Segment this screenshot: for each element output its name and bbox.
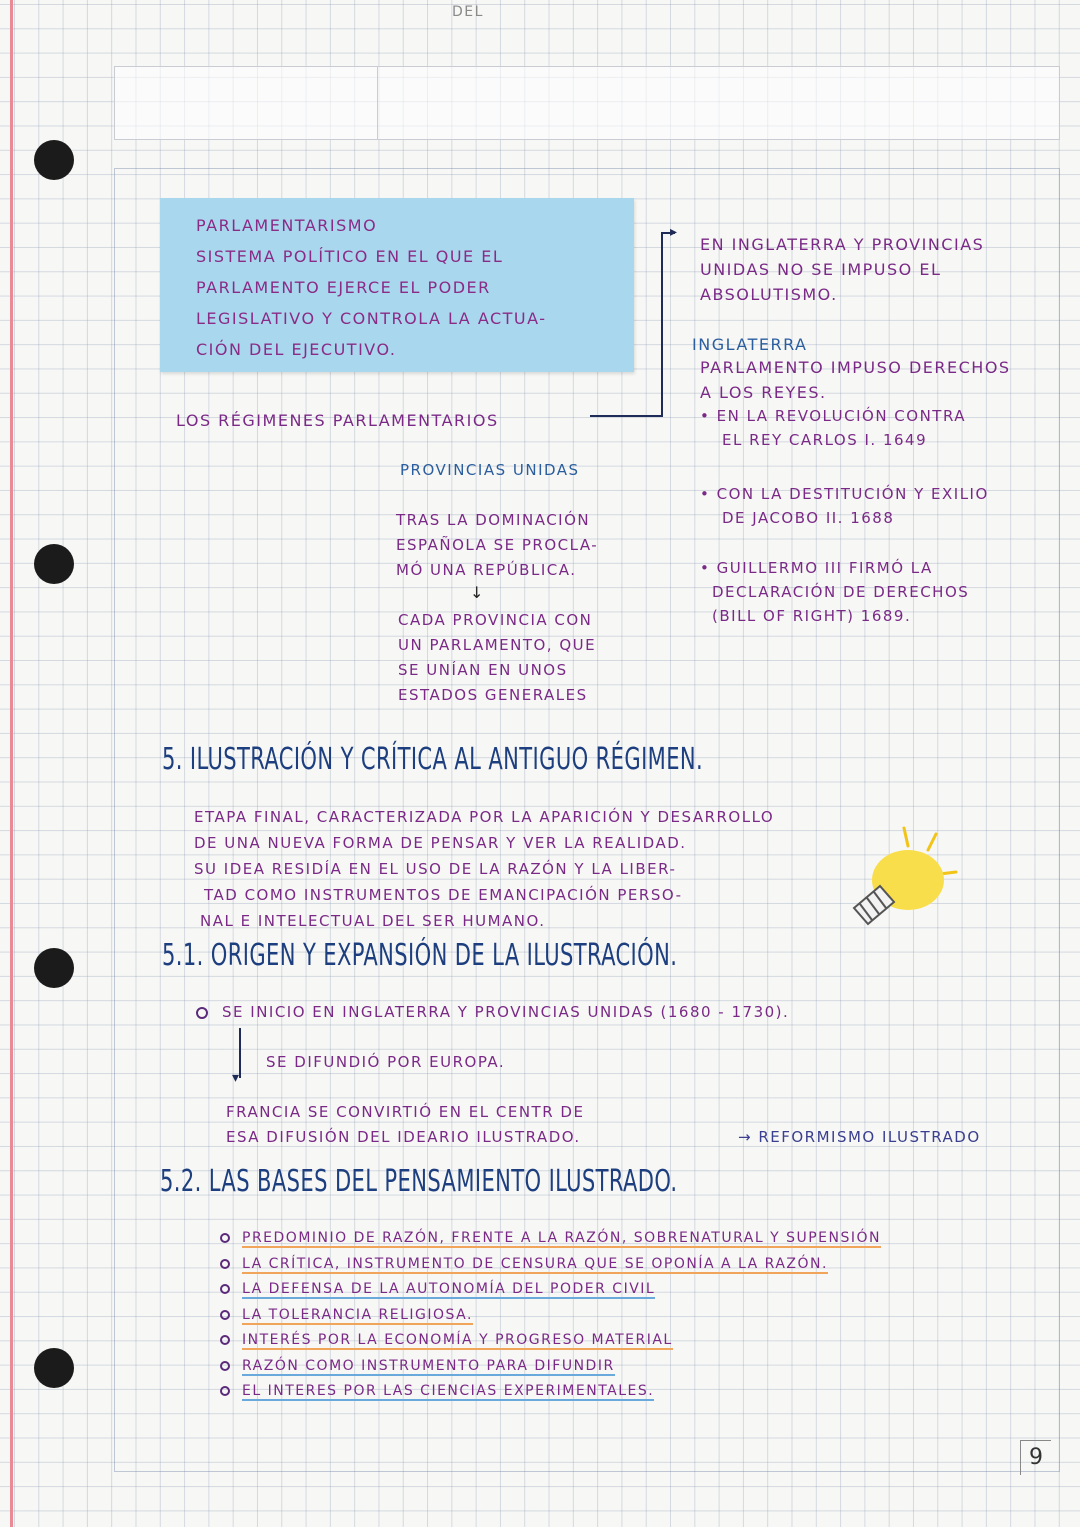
header-divider <box>377 67 378 139</box>
provincias-line: MÓ UNA REPÚBLICA. <box>396 561 577 579</box>
list-item <box>220 1226 881 1252</box>
inglaterra-title: INGLATERRA <box>692 335 808 354</box>
bullet-icon <box>196 1007 208 1019</box>
provincias-line: SE UNÍAN EN UNOS <box>398 661 568 679</box>
section-5-text <box>194 804 774 934</box>
list-item <box>220 1303 881 1329</box>
bullet-icon <box>220 1310 230 1320</box>
section-51-bullet <box>196 1000 789 1025</box>
header-box <box>114 66 1060 140</box>
provincias-line: UN PARLAMENTO, QUE <box>398 636 597 654</box>
francia-line: FRANCIA SE CONVIRTIÓ EN EL CENTR DE <box>226 1103 585 1121</box>
arrow-head-icon: ▸ <box>670 224 678 240</box>
list-item-text: LA TOLERANCIA RELIGIOSA. <box>242 1306 473 1323</box>
provincias-text-a <box>396 508 598 583</box>
list-item-text: EL INTERES POR LAS CIENCIAS EXPERIMENTALES. <box>242 1383 655 1399</box>
section-51-difundio: SE DIFUNDIÓ POR EUROPA. <box>266 1053 506 1071</box>
section-51-bullet-text: SE INICIO EN INGLATERRA Y PROVINCIAS UNIDAS (1680 - 1730). <box>222 1003 790 1021</box>
bullet-icon <box>220 1386 230 1396</box>
sticky-line: CIÓN DEL EJECUTIVO. <box>196 340 397 359</box>
list-item <box>220 1252 881 1278</box>
reformismo-label: → REFORMISMO ILUSTRADO <box>738 1128 981 1146</box>
down-arrow-icon: ▾ <box>232 1070 240 1086</box>
section-5-line: SU IDEA RESIDÍA EN EL USO DE LA RAZÓN Y LA LIBER- <box>194 860 677 878</box>
connector-horizontal <box>590 415 662 417</box>
section-5-line: NAL E INTELECTUAL DEL SER HUMANO. <box>200 912 546 930</box>
binder-hole <box>34 1348 74 1388</box>
lightbulb-icon <box>832 820 972 940</box>
bullet-line: DE JACOBO II. 1688 <box>722 509 895 527</box>
bullet-line: (BILL OF RIGHT) 1689. <box>712 607 912 625</box>
sticky-line: LEGISLATIVO Y CONTROLA LA ACTUA- <box>196 309 547 328</box>
page-number: 9 <box>1020 1440 1051 1475</box>
sticky-line: PARLAMENTARISMO <box>196 216 378 235</box>
list-item <box>220 1379 881 1405</box>
list-item-text: INTERÉS POR LA ECONOMÍA Y PROGRESO MATERIAL <box>242 1332 673 1348</box>
provincias-line: TRAS LA DOMINACIÓN <box>396 511 591 529</box>
bullet-icon <box>220 1284 230 1294</box>
provincias-line: CADA PROVINCIA CON <box>398 611 593 629</box>
inglaterra-bullet-3: • GUILLERMO III FIRMÓ LA DECLARACIÓN DE DERECHOS (BILL OF RIGHT) 1689. <box>700 556 969 628</box>
header-stamp: DEL <box>452 4 484 20</box>
section-52-list <box>220 1226 881 1405</box>
binder-hole <box>34 948 74 988</box>
inglaterra-line: A LOS REYES. <box>700 383 827 402</box>
connector-vertical <box>661 232 663 417</box>
bullet-icon <box>220 1361 230 1371</box>
bullet-line: CON LA DESTITUCIÓN Y EXILIO <box>716 485 989 503</box>
francia-line: ESA DIFUSIÓN DEL IDEARIO ILUSTRADO. <box>226 1128 581 1146</box>
inglaterra-text <box>700 355 1011 405</box>
sticky-line: SISTEMA POLÍTICO EN EL QUE EL <box>196 247 504 266</box>
section-5-line: ETAPA FINAL, CARACTERIZADA POR LA APARICIÓN Y DESARROLLO <box>194 808 775 826</box>
sticky-note-text <box>196 210 547 365</box>
bullet-line: EN LA REVOLUCIÓN CONTRA <box>716 407 967 425</box>
intro-line: EN INGLATERRA Y PROVINCIAS <box>700 235 985 254</box>
list-item-text: LA CRÍTICA, INSTRUMENTO DE CENSURA QUE SE OPONÍA A LA RAZÓN. <box>242 1255 828 1272</box>
list-item-text: RAZÓN COMO INSTRUMENTO PARA DIFUNDIR <box>242 1357 615 1374</box>
list-item-text: LA DEFENSA DE LA AUTONOMÍA DEL PODER CIVIL <box>242 1281 656 1297</box>
provincias-text-b <box>398 608 596 708</box>
down-arrow-line <box>239 1028 241 1078</box>
bullet-line: GUILLERMO III FIRMÓ LA <box>716 559 933 577</box>
section-51-title: 5.1. ORIGEN Y EXPANSIÓN DE LA ILUSTRACIÓN. <box>162 938 678 973</box>
binder-hole <box>34 140 74 180</box>
inglaterra-bullet-2: • CON LA DESTITUCIÓN Y EXILIO DE JACOBO II. 1688 <box>700 482 989 530</box>
regimenes-label: LOS RÉGIMENES PARLAMENTARIOS <box>176 411 499 430</box>
list-item <box>220 1354 881 1380</box>
margin-line <box>10 0 13 1527</box>
binder-hole <box>34 544 74 584</box>
list-item <box>220 1328 881 1354</box>
provincias-line: ESPAÑOLA SE PROCLA- <box>396 536 599 554</box>
provincias-line: ESTADOS GENERALES <box>398 686 588 704</box>
list-item <box>220 1277 881 1303</box>
section-52-title: 5.2. LAS BASES DEL PENSAMIENTO ILUSTRADO. <box>160 1164 678 1199</box>
bullet-line: DECLARACIÓN DE DERECHOS <box>712 583 970 601</box>
intro-line: ABSOLUTISMO. <box>700 285 838 304</box>
list-item-text: PREDOMINIO DE RAZÓN, FRENTE A LA RAZÓN, SOBRENATURAL Y SUPENSIÓN <box>242 1230 881 1246</box>
bullet-icon <box>220 1335 230 1345</box>
section-51-francia <box>226 1100 584 1150</box>
inglaterra-line: PARLAMENTO IMPUSO DERECHOS <box>700 358 1011 377</box>
section-5-title: 5. ILUSTRACIÓN Y CRÍTICA AL ANTIGUO RÉGIMEN. <box>162 742 704 777</box>
sticky-line: PARLAMENTO EJERCE EL PODER <box>196 278 491 297</box>
section-5-line: DE UNA NUEVA FORMA DE PENSAR Y VER LA REALIDAD. <box>194 834 687 852</box>
provincias-title: PROVINCIAS UNIDAS <box>400 461 580 479</box>
bullet-line: EL REY CARLOS I. 1649 <box>722 431 928 449</box>
down-arrow-icon: ↓ <box>470 583 485 602</box>
bullet-icon <box>220 1233 230 1243</box>
section-5-line: TAD COMO INSTRUMENTOS DE EMANCIPACIÓN PERSO- <box>204 886 683 904</box>
intro-line: UNIDAS NO SE IMPUSO EL <box>700 260 942 279</box>
inglaterra-bullet-1: • EN LA REVOLUCIÓN CONTRA EL REY CARLOS I. 1649 <box>700 404 966 452</box>
right-intro <box>700 232 984 307</box>
bullet-icon <box>220 1259 230 1269</box>
